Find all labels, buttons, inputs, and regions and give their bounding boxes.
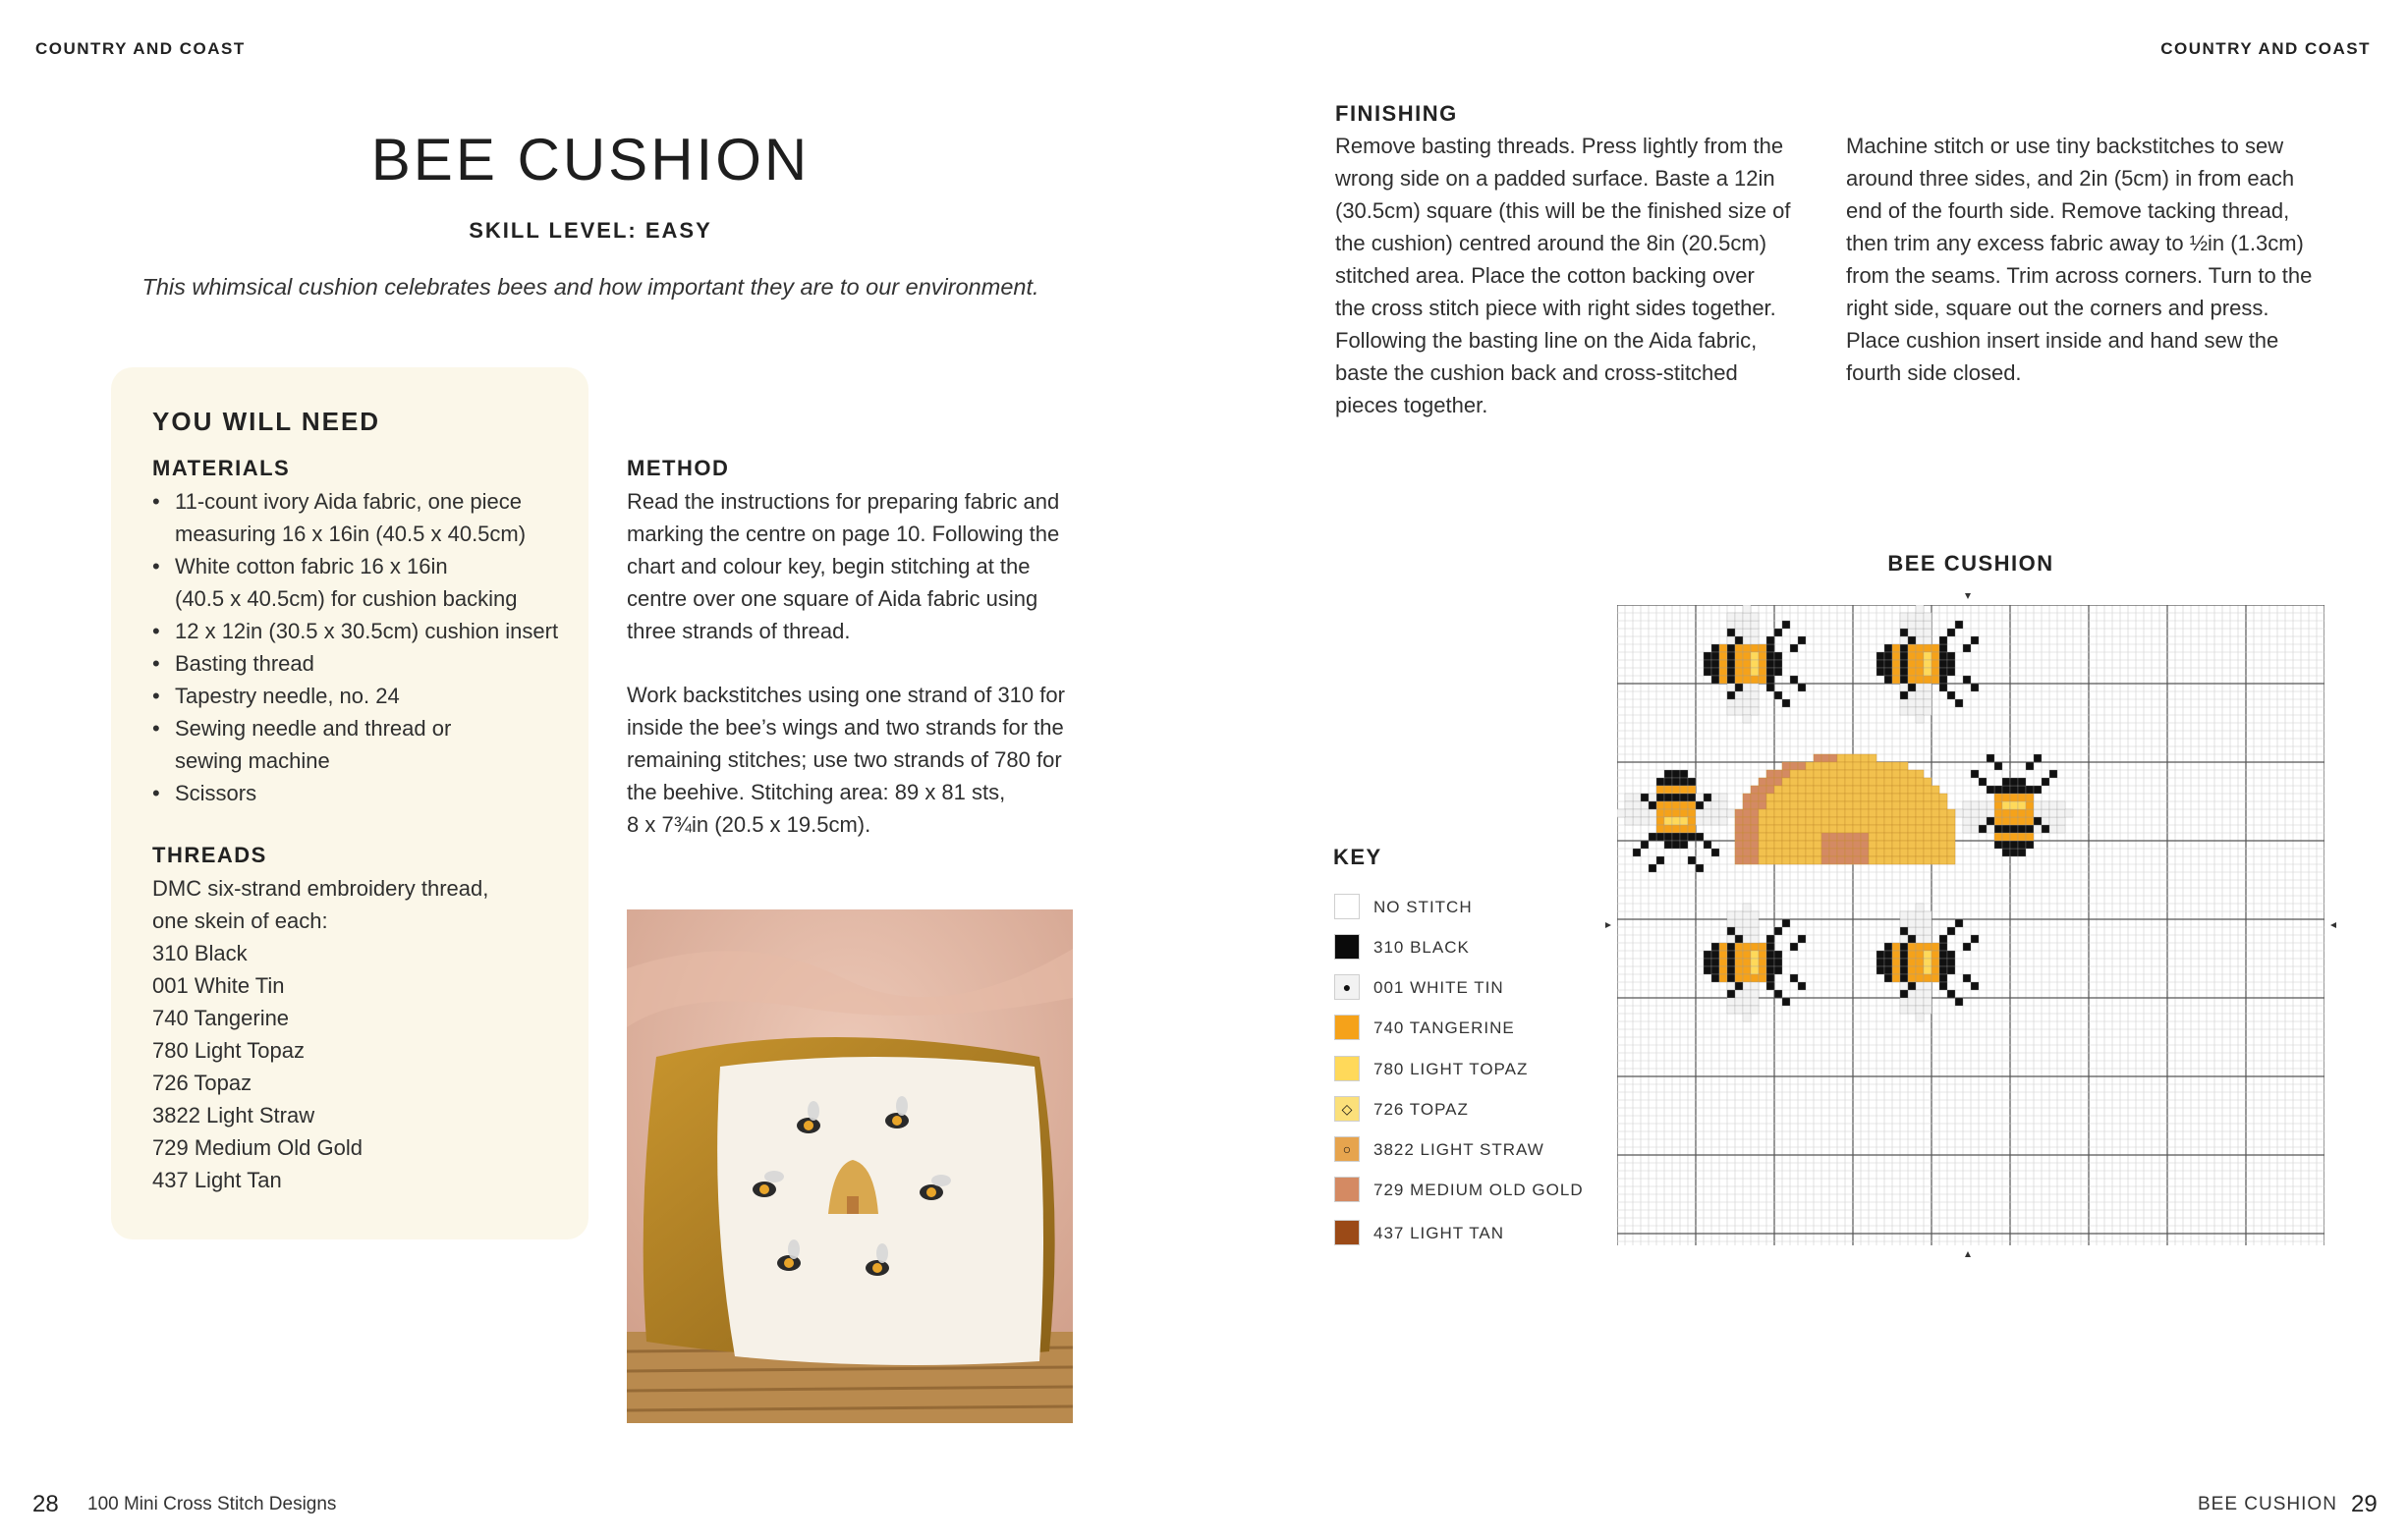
centre-marker-top (1965, 593, 1971, 599)
key-swatch (1334, 1056, 1360, 1081)
key-symbol: ● (1342, 979, 1352, 995)
centre-markers (1601, 585, 2348, 1263)
footer-section-label: BEE CUSHION (2198, 1494, 2337, 1514)
key-swatch (1334, 934, 1360, 960)
key-heading: KEY (1333, 845, 1382, 869)
key-label: 001 WHITE TIN (1373, 978, 1504, 997)
book-title: 100 Mini Cross Stitch Designs (87, 1494, 337, 1514)
chart-title: BEE CUSHION (1887, 551, 2054, 576)
running-head-right: COUNTRY AND COAST (2160, 39, 2371, 58)
finishing-column-1: Remove basting threads. Press lightly from the wrong side on a padded surface. Baste a 12in (30.5cm) square (this will be the finished size of the cushion) centred around the 8in (20.5cm) stitched area. Place the cotton backing over the cross stitch piece with right sides together. Following the basting line on the Aida fabric, baste the cushion back and cross-stitched pieces together. (1335, 134, 1791, 417)
materials-item: • Basting thread (152, 647, 585, 680)
key-symbol: ◇ (1341, 1101, 1353, 1117)
materials-item: • Scissors (152, 777, 585, 809)
page-number-left: 28 (32, 1491, 59, 1517)
key-swatch (1334, 974, 1360, 1000)
key-swatch (1334, 1136, 1360, 1162)
key-label: 729 MEDIUM OLD GOLD (1373, 1181, 1584, 1199)
key-swatch (1334, 1220, 1360, 1245)
key-swatch (1334, 1015, 1360, 1040)
key-label: NO STITCH (1373, 898, 1473, 916)
intro-text: This whimsical cushion celebrates bees and how important they are to our environment. (141, 274, 1039, 300)
key-label: 726 TOPAZ (1373, 1100, 1469, 1119)
key-label: 3822 LIGHT STRAW (1373, 1140, 1544, 1159)
materials-item: • Tapestry needle, no. 24 (152, 680, 585, 712)
materials-item: • 12 x 12in (30.5 x 30.5cm) cushion insert (152, 615, 585, 647)
key-label: 780 LIGHT TOPAZ (1373, 1060, 1529, 1078)
running-head-left: COUNTRY AND COAST (35, 39, 246, 58)
skill-level: SKILL LEVEL: EASY (469, 218, 712, 243)
method-heading: METHOD (627, 456, 730, 480)
key-symbol: ○ (1342, 1141, 1352, 1157)
materials-heading: MATERIALS (152, 456, 291, 480)
finishing-heading: FINISHING (1335, 101, 1458, 126)
key-swatch (1334, 1096, 1360, 1122)
page-number-right: 29 (2351, 1491, 2378, 1517)
key-label: 310 BLACK (1373, 938, 1470, 957)
page-title: BEE CUSHION (370, 127, 811, 192)
finishing-column-2: Machine stitch or use tiny backstitches to sew around three sides, and 2in (5cm) in from each end of the fourth side. Remove tacking thread, then trim any excess fabric away to ½in (1.3cm) from the seams. Trim across corners. Turn to the right side, square out the corners and press. Place cushion insert inside and hand sew the fourth side closed. (1846, 134, 2313, 385)
threads-list: DMC six-strand embroidery thread, one skein of each: 310 Black 001 White Tin 740 Tangerine 780 Light Topaz 726 Topaz 3822 Light Straw 729 Medium Old Gold 437 Light Tan (152, 876, 489, 1192)
centre-marker-right (2330, 922, 2336, 928)
key-label: 740 TANGERINE (1373, 1018, 1515, 1037)
key-swatch (1334, 1177, 1360, 1202)
threads-heading: THREADS (152, 843, 267, 867)
you-will-need-heading: YOU WILL NEED (152, 407, 381, 436)
key-swatch (1334, 894, 1360, 919)
key-label: 437 LIGHT TAN (1373, 1224, 1504, 1242)
method-paragraph-1: Read the instructions for preparing fabric and marking the centre on page 10. Following the chart and colour key, begin stitching at the centre over one square of Aida fabric using three strands of thread. (627, 489, 1060, 643)
materials-item: • Sewing needle and thread or sewing machine (152, 712, 585, 777)
materials-item: • White cotton fabric 16 x 16in (40.5 x 40.5cm) for cushion backing (152, 550, 585, 615)
method-paragraph-2: Work backstitches using one strand of 310 for inside the bee’s wings and two strands for the remaining stitches; use two strands of 780 for the beehive. Stitching area: 89 x 81 sts, 8 x 7¾in (20.5 x 19.5cm). (627, 683, 1065, 837)
centre-marker-bottom (1965, 1251, 1971, 1257)
centre-marker-left (1605, 922, 1611, 928)
materials-item: • 11-count ivory Aida fabric, one piece measuring 16 x 16in (40.5 x 40.5cm) (152, 485, 585, 550)
materials-list (152, 485, 585, 809)
cushion-photo (627, 909, 1073, 1423)
